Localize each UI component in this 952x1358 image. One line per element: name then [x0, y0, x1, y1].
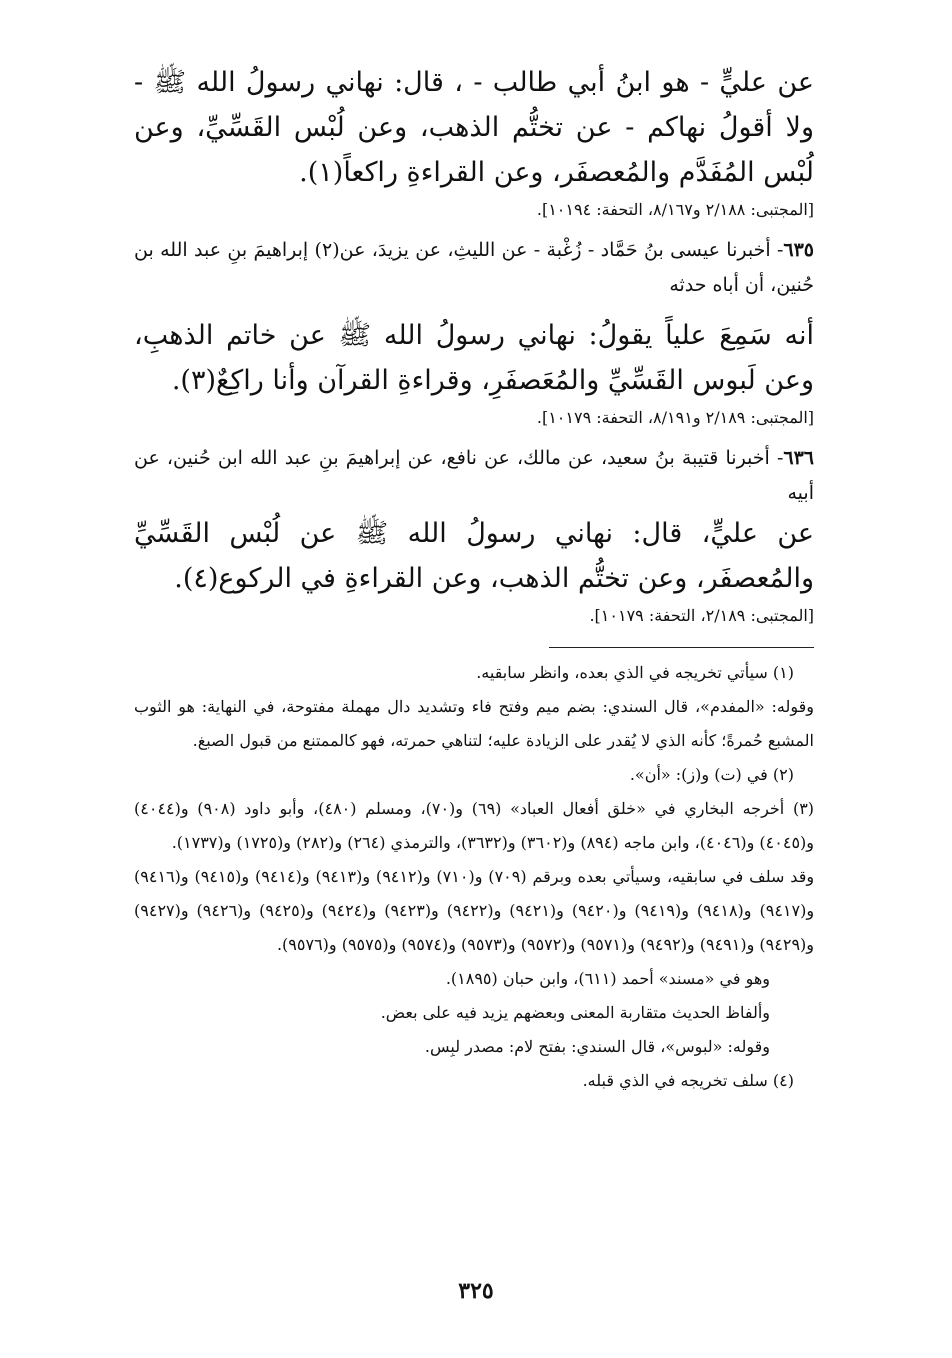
main-text — [134, 60, 814, 631]
hadith-number: ٦٣٥ — [783, 239, 815, 261]
hadith-text: أنه سَمِعَ علياً يقولُ: نهاني رسولُ الله ﷺ عن خاتم الذهبِ، وعن لَبوس القَسِّيِّ والمُعَصفَرِ، وقراءةِ القرآن وأنا راكِعٌ(٣). — [134, 320, 814, 396]
hadith-text: عن عليٍّ، قال: نهاني رسولُ الله ﷺ عن لُبْس القَسِّيِّ والمُعصفَر، وعن تختُّم الذهب، وعن القراءةِ في الركوع(٤). — [134, 518, 814, 594]
hadith-reference: [المجتبى: ٢/١٨٨ و٨/١٦٧، التحفة: ١٠١٩٤]. — [536, 200, 814, 219]
hadith-text: عن عليٍّ - هو ابنُ أبي طالب - ، قال: نهاني رسولُ الله ﷺ - ولا أقولُ نهاكم - عن تختُّم الذهب، وعن لُبْس القَسِّيِّ، وعن لُبْس المُفَدَّم والمُعصفَر، وعن القراءةِ راكعاً(١). — [134, 67, 814, 188]
footnote-1-note: وقوله: «المفدم»، قال السندي: بضم ميم وفتح فاء وتشديد دال مهملة مفتوحة، في النهاية: هو الثوب المشبع حُمرةً؛ كأنه الذي لا يُقدر على الزيادة عليه؛ لتناهي حمرته، فهو كالممتنع من قبول الصبغ. — [134, 697, 815, 750]
page-number: ٣٢٥ — [458, 1278, 494, 1304]
footnote-3: (٣) أخرجه البخاري في «خلق أفعال العباد» (٦٩) و(٧٠)، ومسلم (٤٨٠)، وأبو داود (٩٠٨) و(٤٠٤٤) و(٤٠٤٥) و(٤٠٤٦)، وابن ماجه (٨٩٤) و(٣٦٠٢) و(٣٦٣٢)، والترمذي (٢٦٤) و(٢٨٢) و(١٧٢٥) و(١٧٣٧). — [134, 799, 815, 852]
hadith-reference: [المجتبى: ٢/١٨٩ و٨/١٩١، التحفة: ١٠١٧٩]. — [536, 408, 814, 427]
footnote-3-gloss: وقوله: «لبوس»، قال السندي: بفتح لام: مصدر لبِس. — [424, 1037, 770, 1056]
footnotes — [134, 656, 814, 1098]
hadith-isnad — [134, 233, 814, 303]
footnote-3-source: وهو في «مسند» أحمد (٦١١)، وابن حبان (١٨٩٥). — [445, 969, 770, 988]
footnote-3-wording: وألفاظ الحديث متقاربة المعنى وبعضهم يزيد فيه على بعض. — [380, 1003, 770, 1022]
footnote-divider — [549, 647, 814, 648]
hadith-number: ٦٣٦ — [783, 447, 814, 469]
footnote-1: (١) سيأتي تخريجه في الذي بعده، وانظر سابقيه. — [476, 663, 794, 682]
isnad-text: - أخبرنا عيسى بنُ حَمَّاد - زُغْبة - عن الليثِ، عن يزيدَ، عن(٢) إبراهيمَ بنِ عبد الله بن حُنين، أن أباه حدثه — [134, 239, 814, 296]
footnote-3-note: وقد سلف في سابقيه، وسيأتي بعده وبرقم (٧٠٩) و(٧١٠) و(٩٤١٢) و(٩٤١٣) و(٩٤١٤) و(٩٤١٥) و(٩٤١٦) و(٩٤١٧) و(٩٤١٨) و(٩٤١٩) و(٩٤٢٠) و(٩٤٢١) و(٩٤٢٢) و(٩٤٢٣) و(٩٤٢٤) و(٩٤٢٥) و(٩٤٢٦) و(٩٤٢٧) و(٩٤٢٩) و(٩٤٩١) و(٩٤٩٢) و(٩٥٧١) و(٩٥٧٢) و(٩٥٧٣) و(٩٥٧٤) و(٩٥٧٥) و(٩٥٧٦). — [134, 867, 815, 954]
footnote-2: (٢) في (ت) و(ز): «أن». — [629, 765, 794, 784]
footnote-4: (٤) سلف تخريجه في الذي قبله. — [582, 1071, 794, 1090]
hadith-reference: [المجتبى: ٢/١٨٩، التحفة: ١٠١٧٩]. — [589, 606, 814, 625]
isnad-text: - أخبرنا قتيبة بنُ سعيد، عن مالك، عن نافع، عن إبراهيمَ بنِ عبد الله ابن حُنين، عن أبيه — [134, 447, 814, 504]
hadith-isnad — [134, 441, 814, 511]
